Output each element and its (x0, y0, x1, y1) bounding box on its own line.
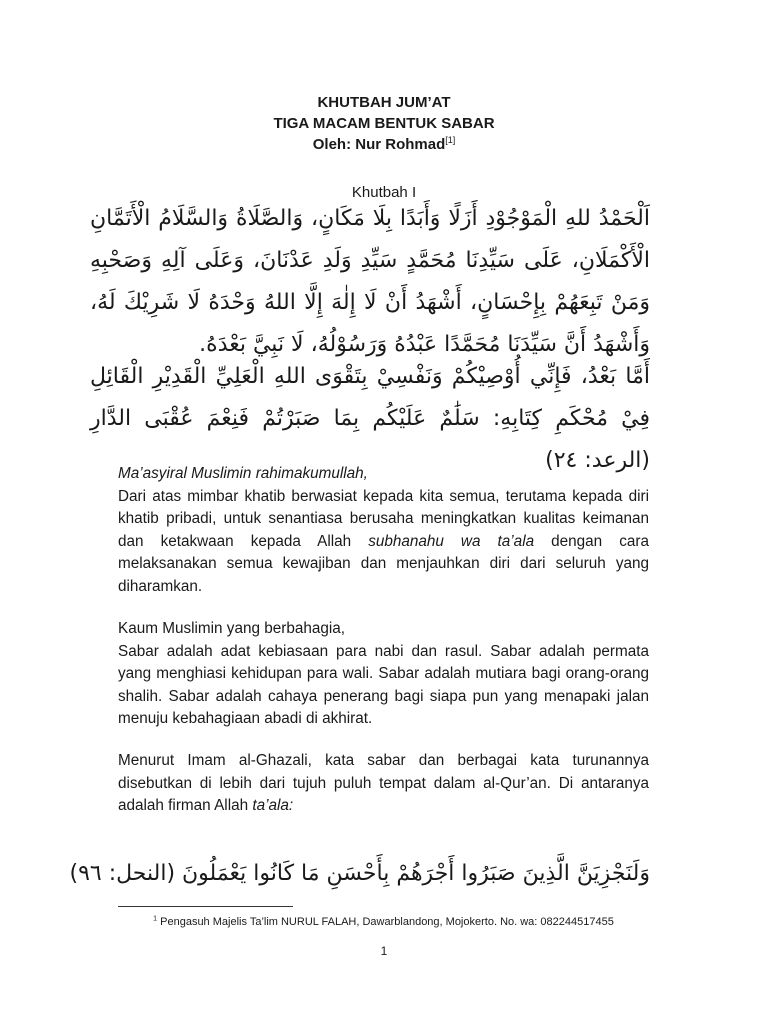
paragraph-2-text: Sabar adalah adat kebiasaan para nabi dan rasul. Sabar adalah permata yang menghiasi kehidupan para wali. Sabar adalah mutiara bagi orang-orang shalih. Sabar adalah cahaya penerang bagi siapa pun yang menapaki jalan menuju kebahagiaan abadi di akhirat. (118, 642, 649, 727)
paragraph-2 (118, 618, 649, 731)
paragraph-1-text-a: Dari atas mimbar khatib berwasiat kepada kita semua, terutama kepada diri khatib pribadi, untuk senantiasa berusaha meningkatkan kualitas keimanan dan ketakwaan kepada Allah (118, 487, 649, 550)
paragraph-1-italic: subhanahu wa ta’ala (368, 532, 535, 550)
document-title: KHUTBAH JUM’AT (317, 94, 451, 111)
arabic-quote: وَلَنَجْزِيَنَّ الَّذِينَ صَبَرُوا أَجْرَهُمْ بِأَحْسَنِ مَا كَانُوا يَعْمَلُونَ (النحل: ٩٦) (69, 861, 650, 886)
greeting-2: Kaum Muslimin yang berbahagia, (118, 620, 346, 637)
paragraph-1 (118, 463, 649, 598)
paragraph-3 (118, 750, 649, 818)
footnote-text: Pengasuh Majelis Ta’lim NURUL FALAH, Dawarblandong, Mojokerto. No. wa: 082244517455 (157, 916, 614, 928)
footnote-divider (118, 906, 293, 907)
arabic-opening (90, 198, 650, 366)
arabic-verse-text: أَمَّا بَعْدُ، فَإِنِّي أُوْصِيْكُمْ وَنَفْسِيْ بِتَقْوَى اللهِ الْعَلِيِّ الْقَدِيْرِ الْقَائِلِ فِيْ مُحْكَمِ كِتَابِهِ: سَلَٰمٌ عَلَيْكُم بِمَا صَبَرْتُمْ فَنِعْمَ عُقْبَى الدَّارِ (الرعد: ٢٤) (90, 364, 650, 473)
author-name: Oleh: Nur Rohmad (312, 136, 446, 153)
section-heading: Khutbah I (351, 184, 417, 201)
page-number: 1 (380, 944, 388, 958)
arabic-opening-text: اَلْحَمْدُ للهِ الْمَوْجُوْدِ أَزَلًا وَأَبَدًا بِلَا مَكَانٍ، وَالصَّلَاةُ وَالسَّلَامُ الْأَتَمَّانِ الْأَكْمَلَانِ، عَلَى سَيِّدِنَا مُحَمَّدٍ سَيِّدِ وَلَدِ عَدْنَانَ، وَعَلَى آلِهِ وَصَحْبِهِ وَمَنْ تَبِعَهُمْ بِإِحْسَانٍ، أَشْهَدُ أَنْ لَا إِلٰهَ إِلَّا اللهُ وَحْدَهُ لَا شَرِيْكَ لَهُ، وَأَشْهَدُ أَنَّ سَيِّدَنَا مُحَمَّدًا عَبْدُهُ وَرَسُوْلُهُ، لَا نَبِيَّ بَعْدَهُ. (90, 206, 650, 357)
paragraph-3-text-a: Menurut Imam al-Ghazali, kata sabar dan berbagai kata turunannya disebutkan di lebih dari tujuh puluh tempat dalam al-Qur’an. Di antaranya adalah firman Allah (118, 752, 649, 814)
paragraph-3-text (118, 750, 649, 818)
footnote-reference[interactable]: [1] (445, 135, 456, 145)
paragraph-3-italic: ta’ala: (252, 797, 294, 814)
paragraph-1-text-b: dengan cara melaksanakan semua kewajiban dan menjauhkan diri dari seluruh yang diharamkan. (118, 532, 649, 595)
document-subtitle: TIGA MACAM BENTUK SABAR (273, 115, 495, 132)
footnote (118, 914, 649, 930)
author-line (0, 134, 768, 155)
paragraph-1-text (118, 486, 649, 599)
title-block (0, 92, 768, 155)
footnote-mark: 1 (153, 915, 158, 923)
greeting-1: Ma’asyiral Muslimin rahimakumullah, (118, 465, 368, 482)
